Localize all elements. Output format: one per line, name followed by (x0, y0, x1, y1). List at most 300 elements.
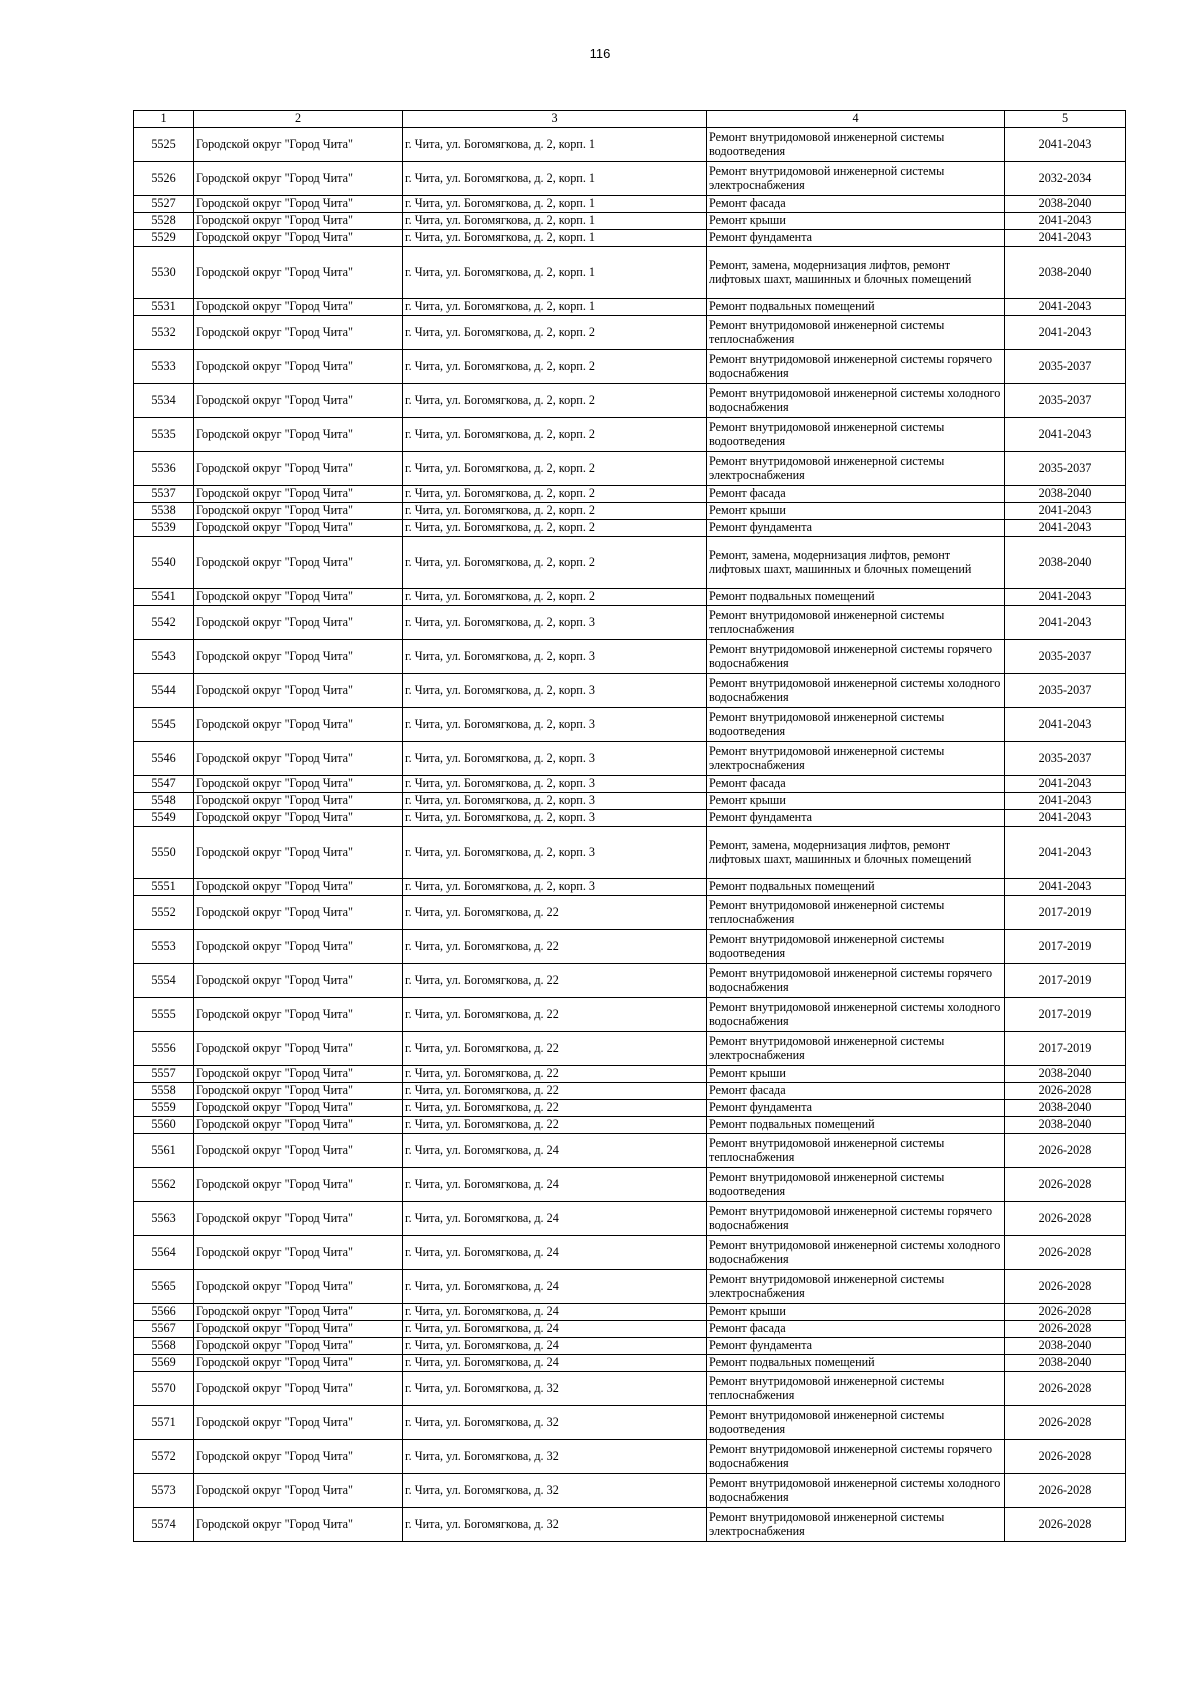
table-row (134, 930, 1126, 964)
address-cell: г. Чита, ул. Богомягкова, д. 2, корп. 3 (403, 776, 707, 793)
municipality-cell: Городской округ "Город Чита" (194, 1338, 403, 1355)
row-number: 5538 (134, 503, 194, 520)
row-number: 5558 (134, 1083, 194, 1100)
period-cell: 2026-2028 (1005, 1372, 1126, 1406)
table-row (134, 1406, 1126, 1440)
work-type-cell: Ремонт подвальных помещений (707, 1117, 1005, 1134)
address-cell: г. Чита, ул. Богомягкова, д. 2, корп. 3 (403, 742, 707, 776)
repair-schedule-table (133, 110, 1126, 1542)
table-row (134, 452, 1126, 486)
address-cell: г. Чита, ул. Богомягкова, д. 2, корп. 2 (403, 537, 707, 589)
address-cell: г. Чита, ул. Богомягкова, д. 2, корп. 3 (403, 879, 707, 896)
row-number: 5535 (134, 418, 194, 452)
municipality-cell: Городской округ "Город Чита" (194, 1304, 403, 1321)
municipality-cell: Городской округ "Город Чита" (194, 1440, 403, 1474)
period-cell: 2026-2028 (1005, 1168, 1126, 1202)
row-number: 5564 (134, 1236, 194, 1270)
table-row (134, 742, 1126, 776)
address-cell: г. Чита, ул. Богомягкова, д. 2, корп. 1 (403, 299, 707, 316)
table-row (134, 1270, 1126, 1304)
work-type-cell: Ремонт внутридомовой инженерной системы теплоснабжения (707, 316, 1005, 350)
row-number: 5549 (134, 810, 194, 827)
period-cell: 2038-2040 (1005, 247, 1126, 299)
address-cell: г. Чита, ул. Богомягкова, д. 2, корп. 3 (403, 793, 707, 810)
work-type-cell: Ремонт внутридомовой инженерной системы электроснабжения (707, 162, 1005, 196)
address-cell: г. Чита, ул. Богомягкова, д. 24 (403, 1338, 707, 1355)
period-cell: 2026-2028 (1005, 1270, 1126, 1304)
row-number: 5563 (134, 1202, 194, 1236)
address-cell: г. Чита, ул. Богомягкова, д. 2, корп. 3 (403, 674, 707, 708)
row-number: 5572 (134, 1440, 194, 1474)
row-number: 5566 (134, 1304, 194, 1321)
work-type-cell: Ремонт внутридомовой инженерной системы электроснабжения (707, 742, 1005, 776)
address-cell: г. Чита, ул. Богомягкова, д. 2, корп. 2 (403, 452, 707, 486)
row-number: 5526 (134, 162, 194, 196)
municipality-cell: Городской округ "Город Чита" (194, 520, 403, 537)
municipality-cell: Городской округ "Город Чита" (194, 998, 403, 1032)
table-row (134, 708, 1126, 742)
period-cell: 2038-2040 (1005, 537, 1126, 589)
address-cell: г. Чита, ул. Богомягкова, д. 24 (403, 1321, 707, 1338)
address-cell: г. Чита, ул. Богомягкова, д. 32 (403, 1440, 707, 1474)
municipality-cell: Городской округ "Город Чита" (194, 776, 403, 793)
address-cell: г. Чита, ул. Богомягкова, д. 2, корп. 2 (403, 316, 707, 350)
row-number: 5555 (134, 998, 194, 1032)
row-number: 5573 (134, 1474, 194, 1508)
municipality-cell: Городской округ "Город Чита" (194, 162, 403, 196)
period-cell: 2041-2043 (1005, 827, 1126, 879)
period-cell: 2038-2040 (1005, 1066, 1126, 1083)
work-type-cell: Ремонт внутридомовой инженерной системы горячего водоснабжения (707, 640, 1005, 674)
work-type-cell: Ремонт подвальных помещений (707, 299, 1005, 316)
work-type-cell: Ремонт крыши (707, 1066, 1005, 1083)
period-cell: 2026-2028 (1005, 1508, 1126, 1542)
work-type-cell: Ремонт фундамента (707, 520, 1005, 537)
table-row (134, 503, 1126, 520)
work-type-cell: Ремонт крыши (707, 1304, 1005, 1321)
address-cell: г. Чита, ул. Богомягкова, д. 24 (403, 1355, 707, 1372)
municipality-cell: Городской округ "Город Чита" (194, 128, 403, 162)
address-cell: г. Чита, ул. Богомягкова, д. 32 (403, 1474, 707, 1508)
period-cell: 2017-2019 (1005, 930, 1126, 964)
municipality-cell: Городской округ "Город Чита" (194, 1406, 403, 1440)
period-cell: 2041-2043 (1005, 299, 1126, 316)
work-type-cell: Ремонт фасада (707, 776, 1005, 793)
municipality-cell: Городской округ "Город Чита" (194, 589, 403, 606)
work-type-cell: Ремонт, замена, модернизация лифтов, ремонт лифтовых шахт, машинных и блочных помещений (707, 247, 1005, 299)
table-row (134, 589, 1126, 606)
table-row (134, 606, 1126, 640)
period-cell: 2041-2043 (1005, 418, 1126, 452)
municipality-cell: Городской округ "Город Чита" (194, 1134, 403, 1168)
work-type-cell: Ремонт фундамента (707, 1338, 1005, 1355)
municipality-cell: Городской округ "Город Чита" (194, 1100, 403, 1117)
municipality-cell: Городской округ "Город Чита" (194, 1372, 403, 1406)
address-cell: г. Чита, ул. Богомягкова, д. 2, корп. 1 (403, 247, 707, 299)
period-cell: 2035-2037 (1005, 384, 1126, 418)
work-type-cell: Ремонт внутридомовой инженерной системы электроснабжения (707, 1508, 1005, 1542)
address-cell: г. Чита, ул. Богомягкова, д. 22 (403, 1032, 707, 1066)
address-cell: г. Чита, ул. Богомягкова, д. 2, корп. 3 (403, 810, 707, 827)
table-row (134, 1304, 1126, 1321)
table-row (134, 640, 1126, 674)
row-number: 5571 (134, 1406, 194, 1440)
address-cell: г. Чита, ул. Богомягкова, д. 22 (403, 1083, 707, 1100)
table-row (134, 896, 1126, 930)
table-row (134, 1100, 1126, 1117)
municipality-cell: Городской округ "Город Чита" (194, 537, 403, 589)
period-cell: 2038-2040 (1005, 196, 1126, 213)
row-number: 5552 (134, 896, 194, 930)
municipality-cell: Городской округ "Город Чита" (194, 1508, 403, 1542)
address-cell: г. Чита, ул. Богомягкова, д. 22 (403, 930, 707, 964)
work-type-cell: Ремонт внутридомовой инженерной системы холодного водоснабжения (707, 1474, 1005, 1508)
period-cell: 2026-2028 (1005, 1304, 1126, 1321)
column-header-5: 5 (1005, 111, 1126, 128)
table-row (134, 520, 1126, 537)
row-number: 5540 (134, 537, 194, 589)
period-cell: 2041-2043 (1005, 708, 1126, 742)
municipality-cell: Городской округ "Город Чита" (194, 810, 403, 827)
municipality-cell: Городской округ "Город Чита" (194, 503, 403, 520)
table-row (134, 316, 1126, 350)
period-cell: 2038-2040 (1005, 486, 1126, 503)
work-type-cell: Ремонт, замена, модернизация лифтов, ремонт лифтовых шахт, машинных и блочных помещений (707, 537, 1005, 589)
table-row (134, 418, 1126, 452)
row-number: 5547 (134, 776, 194, 793)
period-cell: 2035-2037 (1005, 742, 1126, 776)
work-type-cell: Ремонт, замена, модернизация лифтов, ремонт лифтовых шахт, машинных и блочных помещений (707, 827, 1005, 879)
table-row (134, 776, 1126, 793)
table-row (134, 1508, 1126, 1542)
table-row (134, 350, 1126, 384)
row-number: 5537 (134, 486, 194, 503)
table-row (134, 537, 1126, 589)
row-number: 5570 (134, 1372, 194, 1406)
municipality-cell: Городской округ "Город Чита" (194, 1083, 403, 1100)
row-number: 5560 (134, 1117, 194, 1134)
work-type-cell: Ремонт фасада (707, 1083, 1005, 1100)
address-cell: г. Чита, ул. Богомягкова, д. 2, корп. 2 (403, 486, 707, 503)
work-type-cell: Ремонт внутридомовой инженерной системы водоотведения (707, 418, 1005, 452)
table-row (134, 998, 1126, 1032)
work-type-cell: Ремонт внутридомовой инженерной системы теплоснабжения (707, 606, 1005, 640)
period-cell: 2038-2040 (1005, 1355, 1126, 1372)
municipality-cell: Городской округ "Город Чита" (194, 299, 403, 316)
municipality-cell: Городской округ "Город Чита" (194, 418, 403, 452)
municipality-cell: Городской округ "Город Чита" (194, 674, 403, 708)
table-row (134, 1117, 1126, 1134)
work-type-cell: Ремонт внутридомовой инженерной системы водоотведения (707, 930, 1005, 964)
table-row (134, 247, 1126, 299)
work-type-cell: Ремонт внутридомовой инженерной системы электроснабжения (707, 452, 1005, 486)
table-row (134, 486, 1126, 503)
row-number: 5545 (134, 708, 194, 742)
address-cell: г. Чита, ул. Богомягкова, д. 2, корп. 2 (403, 384, 707, 418)
address-cell: г. Чита, ул. Богомягкова, д. 2, корп. 1 (403, 213, 707, 230)
row-number: 5544 (134, 674, 194, 708)
work-type-cell: Ремонт внутридомовой инженерной системы водоотведения (707, 128, 1005, 162)
row-number: 5554 (134, 964, 194, 998)
period-cell: 2026-2028 (1005, 1202, 1126, 1236)
row-number: 5527 (134, 196, 194, 213)
work-type-cell: Ремонт внутридомовой инженерной системы теплоснабжения (707, 896, 1005, 930)
table-body (134, 128, 1126, 1542)
municipality-cell: Городской округ "Город Чита" (194, 1168, 403, 1202)
address-cell: г. Чита, ул. Богомягкова, д. 2, корп. 1 (403, 230, 707, 247)
address-cell: г. Чита, ул. Богомягкова, д. 22 (403, 1100, 707, 1117)
row-number: 5551 (134, 879, 194, 896)
address-cell: г. Чита, ул. Богомягкова, д. 2, корп. 2 (403, 350, 707, 384)
row-number: 5542 (134, 606, 194, 640)
table-row (134, 1168, 1126, 1202)
period-cell: 2038-2040 (1005, 1100, 1126, 1117)
municipality-cell: Городской округ "Город Чита" (194, 1236, 403, 1270)
work-type-cell: Ремонт внутридомовой инженерной системы холодного водоснабжения (707, 384, 1005, 418)
address-cell: г. Чита, ул. Богомягкова, д. 2, корп. 3 (403, 640, 707, 674)
municipality-cell: Городской округ "Город Чита" (194, 1202, 403, 1236)
municipality-cell: Городской округ "Город Чита" (194, 964, 403, 998)
address-cell: г. Чита, ул. Богомягкова, д. 22 (403, 1117, 707, 1134)
address-cell: г. Чита, ул. Богомягкова, д. 24 (403, 1270, 707, 1304)
work-type-cell: Ремонт внутридомовой инженерной системы холодного водоснабжения (707, 674, 1005, 708)
table-row (134, 964, 1126, 998)
table-row (134, 1202, 1126, 1236)
work-type-cell: Ремонт крыши (707, 793, 1005, 810)
table-row (134, 810, 1126, 827)
row-number: 5561 (134, 1134, 194, 1168)
period-cell: 2041-2043 (1005, 879, 1126, 896)
table-row (134, 162, 1126, 196)
row-number: 5536 (134, 452, 194, 486)
municipality-cell: Городской округ "Город Чита" (194, 640, 403, 674)
work-type-cell: Ремонт фасада (707, 196, 1005, 213)
period-cell: 2026-2028 (1005, 1236, 1126, 1270)
table-row (134, 879, 1126, 896)
address-cell: г. Чита, ул. Богомягкова, д. 2, корп. 2 (403, 418, 707, 452)
period-cell: 2017-2019 (1005, 998, 1126, 1032)
period-cell: 2017-2019 (1005, 896, 1126, 930)
row-number: 5548 (134, 793, 194, 810)
table-row (134, 213, 1126, 230)
work-type-cell: Ремонт внутридомовой инженерной системы теплоснабжения (707, 1372, 1005, 1406)
municipality-cell: Городской округ "Город Чита" (194, 742, 403, 776)
municipality-cell: Городской округ "Город Чита" (194, 930, 403, 964)
address-cell: г. Чита, ул. Богомягкова, д. 2, корп. 3 (403, 606, 707, 640)
row-number: 5525 (134, 128, 194, 162)
period-cell: 2026-2028 (1005, 1440, 1126, 1474)
work-type-cell: Ремонт внутридомовой инженерной системы теплоснабжения (707, 1134, 1005, 1168)
period-cell: 2026-2028 (1005, 1321, 1126, 1338)
table-row (134, 1474, 1126, 1508)
period-cell: 2038-2040 (1005, 1338, 1126, 1355)
address-cell: г. Чита, ул. Богомягкова, д. 2, корп. 1 (403, 196, 707, 213)
row-number: 5556 (134, 1032, 194, 1066)
table-row (134, 1372, 1126, 1406)
column-header-2: 2 (194, 111, 403, 128)
period-cell: 2035-2037 (1005, 674, 1126, 708)
table-row (134, 1083, 1126, 1100)
table-row (134, 1032, 1126, 1066)
table-row (134, 299, 1126, 316)
address-cell: г. Чита, ул. Богомягкова, д. 22 (403, 998, 707, 1032)
row-number: 5569 (134, 1355, 194, 1372)
table-row (134, 196, 1126, 213)
row-number: 5539 (134, 520, 194, 537)
municipality-cell: Городской округ "Город Чита" (194, 247, 403, 299)
period-cell: 2038-2040 (1005, 1117, 1126, 1134)
period-cell: 2026-2028 (1005, 1406, 1126, 1440)
municipality-cell: Городской округ "Город Чита" (194, 486, 403, 503)
address-cell: г. Чита, ул. Богомягкова, д. 22 (403, 964, 707, 998)
address-cell: г. Чита, ул. Богомягкова, д. 2, корп. 3 (403, 708, 707, 742)
period-cell: 2017-2019 (1005, 964, 1126, 998)
work-type-cell: Ремонт фасада (707, 486, 1005, 503)
row-number: 5531 (134, 299, 194, 316)
row-number: 5543 (134, 640, 194, 674)
column-header-1: 1 (134, 111, 194, 128)
municipality-cell: Городской округ "Город Чита" (194, 230, 403, 247)
period-cell: 2032-2034 (1005, 162, 1126, 196)
period-cell: 2041-2043 (1005, 810, 1126, 827)
table-row (134, 1355, 1126, 1372)
row-number: 5534 (134, 384, 194, 418)
row-number: 5532 (134, 316, 194, 350)
period-cell: 2017-2019 (1005, 1032, 1126, 1066)
municipality-cell: Городской округ "Город Чита" (194, 793, 403, 810)
municipality-cell: Городской округ "Город Чита" (194, 1474, 403, 1508)
municipality-cell: Городской округ "Город Чита" (194, 316, 403, 350)
work-type-cell: Ремонт внутридомовой инженерной системы водоотведения (707, 708, 1005, 742)
municipality-cell: Городской округ "Город Чита" (194, 879, 403, 896)
municipality-cell: Городской округ "Город Чита" (194, 452, 403, 486)
address-cell: г. Чита, ул. Богомягкова, д. 32 (403, 1372, 707, 1406)
work-type-cell: Ремонт фундамента (707, 1100, 1005, 1117)
row-number: 5559 (134, 1100, 194, 1117)
period-cell: 2026-2028 (1005, 1474, 1126, 1508)
column-header-4: 4 (707, 111, 1005, 128)
row-number: 5533 (134, 350, 194, 384)
municipality-cell: Городской округ "Город Чита" (194, 196, 403, 213)
work-type-cell: Ремонт подвальных помещений (707, 879, 1005, 896)
address-cell: г. Чита, ул. Богомягкова, д. 2, корп. 3 (403, 827, 707, 879)
period-cell: 2041-2043 (1005, 520, 1126, 537)
row-number: 5528 (134, 213, 194, 230)
table-row (134, 230, 1126, 247)
period-cell: 2041-2043 (1005, 606, 1126, 640)
row-number: 5541 (134, 589, 194, 606)
municipality-cell: Городской округ "Город Чита" (194, 1355, 403, 1372)
work-type-cell: Ремонт подвальных помещений (707, 589, 1005, 606)
work-type-cell: Ремонт внутридомовой инженерной системы холодного водоснабжения (707, 1236, 1005, 1270)
row-number: 5562 (134, 1168, 194, 1202)
municipality-cell: Городской округ "Город Чита" (194, 213, 403, 230)
table-row (134, 1338, 1126, 1355)
period-cell: 2041-2043 (1005, 503, 1126, 520)
work-type-cell: Ремонт фундамента (707, 230, 1005, 247)
work-type-cell: Ремонт фасада (707, 1321, 1005, 1338)
address-cell: г. Чита, ул. Богомягкова, д. 32 (403, 1406, 707, 1440)
table-row (134, 674, 1126, 708)
work-type-cell: Ремонт фундамента (707, 810, 1005, 827)
municipality-cell: Городской округ "Город Чита" (194, 1117, 403, 1134)
municipality-cell: Городской округ "Город Чита" (194, 606, 403, 640)
work-type-cell: Ремонт внутридомовой инженерной системы водоотведения (707, 1168, 1005, 1202)
table-row (134, 793, 1126, 810)
address-cell: г. Чита, ул. Богомягкова, д. 2, корп. 2 (403, 520, 707, 537)
row-number: 5568 (134, 1338, 194, 1355)
address-cell: г. Чита, ул. Богомягкова, д. 22 (403, 896, 707, 930)
work-type-cell: Ремонт внутридомовой инженерной системы электроснабжения (707, 1032, 1005, 1066)
address-cell: г. Чита, ул. Богомягкова, д. 2, корп. 2 (403, 589, 707, 606)
period-cell: 2035-2037 (1005, 640, 1126, 674)
work-type-cell: Ремонт внутридомовой инженерной системы горячего водоснабжения (707, 964, 1005, 998)
address-cell: г. Чита, ул. Богомягкова, д. 24 (403, 1202, 707, 1236)
work-type-cell: Ремонт внутридомовой инженерной системы горячего водоснабжения (707, 1440, 1005, 1474)
row-number: 5529 (134, 230, 194, 247)
municipality-cell: Городской округ "Город Чита" (194, 708, 403, 742)
period-cell: 2026-2028 (1005, 1134, 1126, 1168)
municipality-cell: Городской округ "Город Чита" (194, 1270, 403, 1304)
address-cell: г. Чита, ул. Богомягкова, д. 24 (403, 1168, 707, 1202)
row-number: 5574 (134, 1508, 194, 1542)
table-header-row (134, 111, 1126, 128)
municipality-cell: Городской округ "Город Чита" (194, 1032, 403, 1066)
table-row (134, 1321, 1126, 1338)
address-cell: г. Чита, ул. Богомягкова, д. 22 (403, 1066, 707, 1083)
table-row (134, 384, 1126, 418)
row-number: 5550 (134, 827, 194, 879)
municipality-cell: Городской округ "Город Чита" (194, 1066, 403, 1083)
period-cell: 2026-2028 (1005, 1083, 1126, 1100)
row-number: 5565 (134, 1270, 194, 1304)
period-cell: 2041-2043 (1005, 230, 1126, 247)
period-cell: 2041-2043 (1005, 793, 1126, 810)
municipality-cell: Городской округ "Город Чита" (194, 896, 403, 930)
period-cell: 2035-2037 (1005, 350, 1126, 384)
work-type-cell: Ремонт внутридомовой инженерной системы горячего водоснабжения (707, 1202, 1005, 1236)
row-number: 5546 (134, 742, 194, 776)
period-cell: 2041-2043 (1005, 128, 1126, 162)
address-cell: г. Чита, ул. Богомягкова, д. 24 (403, 1134, 707, 1168)
work-type-cell: Ремонт крыши (707, 213, 1005, 230)
address-cell: г. Чита, ул. Богомягкова, д. 24 (403, 1236, 707, 1270)
row-number: 5567 (134, 1321, 194, 1338)
work-type-cell: Ремонт внутридомовой инженерной системы электроснабжения (707, 1270, 1005, 1304)
table-row (134, 827, 1126, 879)
work-type-cell: Ремонт внутридомовой инженерной системы горячего водоснабжения (707, 350, 1005, 384)
work-type-cell: Ремонт внутридомовой инженерной системы холодного водоснабжения (707, 998, 1005, 1032)
row-number: 5530 (134, 247, 194, 299)
period-cell: 2041-2043 (1005, 589, 1126, 606)
period-cell: 2041-2043 (1005, 316, 1126, 350)
table-row (134, 1134, 1126, 1168)
table-row (134, 1440, 1126, 1474)
table-row (134, 1066, 1126, 1083)
municipality-cell: Городской округ "Город Чита" (194, 827, 403, 879)
table-row (134, 1236, 1126, 1270)
period-cell: 2035-2037 (1005, 452, 1126, 486)
address-cell: г. Чита, ул. Богомягкова, д. 24 (403, 1304, 707, 1321)
address-cell: г. Чита, ул. Богомягкова, д. 2, корп. 1 (403, 128, 707, 162)
row-number: 5557 (134, 1066, 194, 1083)
work-type-cell: Ремонт внутридомовой инженерной системы водоотведения (707, 1406, 1005, 1440)
work-type-cell: Ремонт крыши (707, 503, 1005, 520)
period-cell: 2041-2043 (1005, 776, 1126, 793)
work-type-cell: Ремонт подвальных помещений (707, 1355, 1005, 1372)
municipality-cell: Городской округ "Город Чита" (194, 1321, 403, 1338)
row-number: 5553 (134, 930, 194, 964)
